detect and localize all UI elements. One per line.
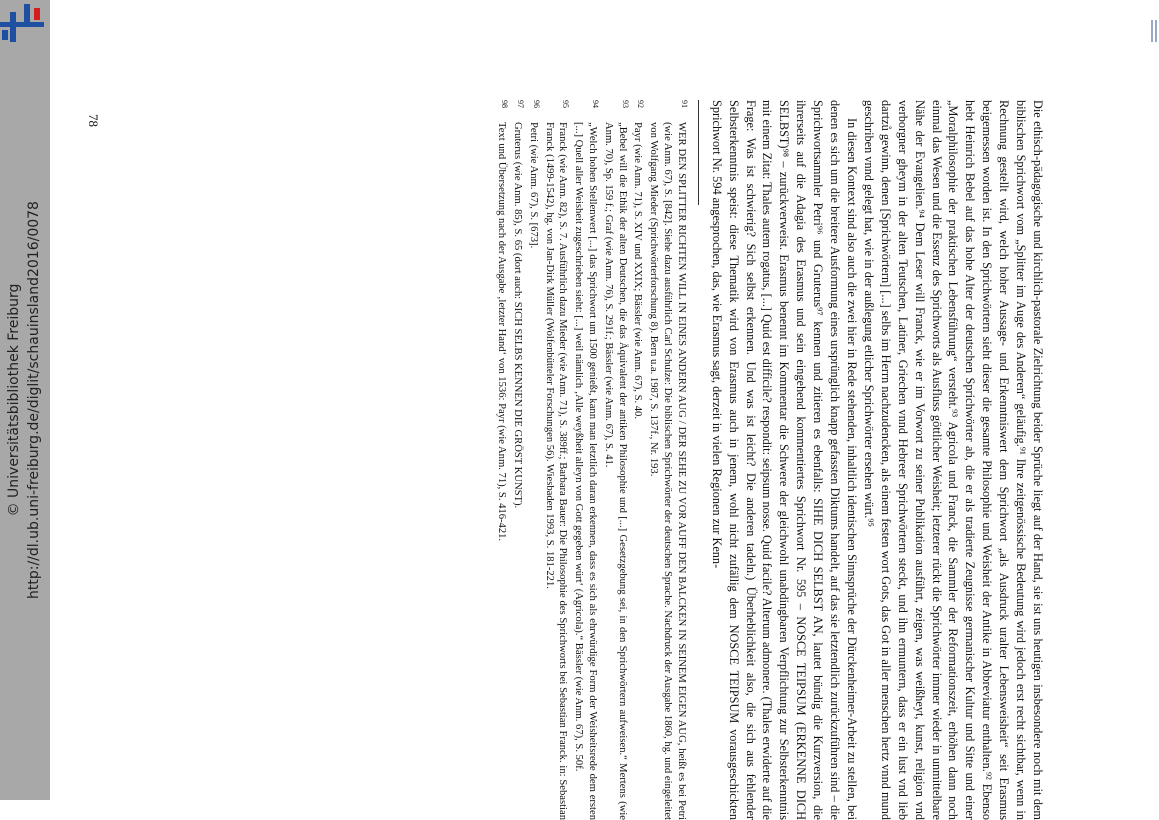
sidebar [0, 0, 50, 800]
page-number: 78 [85, 114, 101, 127]
scanned-page [84, 100, 1046, 820]
footnote [572, 100, 600, 820]
footnote-text: Gruterus (wie Anm. 85), S. 65 (dort auch: SICH SELBS KENNEN DIE GRÖST KUNST). [512, 122, 524, 509]
footnote-number: 98 [500, 100, 510, 108]
footnote-number: 97 [516, 100, 526, 108]
footnote-number: 94 [591, 100, 601, 108]
footnote-number: 91 [679, 100, 689, 108]
footnote-number: 95 [561, 100, 571, 108]
footnote-number: 92 [636, 100, 646, 108]
footnote [495, 100, 509, 820]
footnote [646, 100, 687, 820]
footnote-text: Franck (wie Anm. 82), S. 7. Ausführlich dazu Mieder (wie Anm. 71), S. 389ff.; Barbara Bauer: Die Philosophie des Sprichworts bei Sebastian Franck. in: Sebastian Franck (1499-1542), hg. von Jan-Dirk Müller (Wolfenbütteler Forschungen 56). Wiesbaden 1993, S. 181-221. [543, 122, 569, 820]
footnote-text: Text und Übersetzung nach der Ausgabe ‚letzter Hand‘ von 1536: Payr (wie Anm. 71), S. 416-421. [496, 122, 508, 542]
footnote-text: „Bebel will die Ethik der alten Deutschen, die das Äquivalent der antiken Philosophie und [...] Gesetzgebung sei, in den Sprichwörtern aufweisen.“ Mertens (wie Anm. 70), Sp. 159 f.; Graf (wie Anm. 76), S. 291f.; Bässler (wie Anm. 67), S. 41. [602, 122, 628, 820]
footnote-number: 96 [531, 100, 541, 108]
footnote [631, 100, 645, 820]
footnote [526, 100, 540, 820]
body-paragraph: Die ethisch-pädagogische und kirchlich-pastorale Zielrichtung beider Sprüche liegt auf der Hand, sie ist uns heutigen insbesondere noch mit dem biblischen Sprichwort vom „Splitter im Auge des Anderen“ geläufig.⁹¹ Ihre zeitgenössische Bedeutung wird jedoch erst recht sichtbar, wenn in Rechnung gestellt wird, welch hoher Aussage- und Erkenntniswert dem Sprichwort „als Ausdruck uralter Lebensweisheit“ seit Erasmus beigemessen worden ist. In den Sprichwörtern sieht dieser die gesamte Philosophie und Weisheit der Antike in Abbreviatur enthalten.⁹² Ebenso hebt Heinrich Bebel auf das hohe Alter der deutschen Sprichwörter ab, die er als tradierte Zeugnisse germanischer Kultur und Sitte und einer „Moralphilosophie der praktischen Lebensführung“ versteht.⁹³ Agricola und Franck, die Sammler der Reformationszeit, erhöhen dann noch einmal das Wesen und die Essenz des Sprichworts als Ausfluss göttlicher Weisheit; letzterer rückt die Sprichwörter immer wieder in unmittelbare Nähe der Evangelien.⁹⁴ Dem Leser will Franck, wie er im Vorwort zu seiner Publikation ausführt, zeigen, was weißheyt, kunst, religion vnd verborgner gheym in der alten Teutschen, Latiner, Griechen vnnd Hebreer Sprichwörtern steckt, und ihn ermuntern, dass er ein lust vnd lieb dartzů gewinn, denen [Sprichwörtern] [...] selbs im Herrn nachzudencken, als einem festen wort Gots, das Got in aller menschen hertz vnnd mund geschriben vnnd gelegt hat, wie in der außlegung etlicher Sprichwörter ersehen würt.⁹⁵ [861, 100, 1045, 820]
footnote-number: 93 [620, 100, 630, 108]
document-url[interactable]: http://dl.ub.uni-freiburg.de/diglit/schauinsland2016/0078 [26, 201, 42, 599]
edge-marker-icon [1151, 20, 1157, 42]
body-paragraph: In diesen Kontext sind also auch die zwei hier in Rede stehenden, inhaltlich identischen Sinnsprüche der Dürckenheimer-Arbeit zu stellen, bei denen es sich um die breitere Ausformung eines ursprünglich knapp gefassten Diktums handelt, auf das sie letztendlich zurückzuführen sind – die Sprichwortsammler Petri⁹⁶ und Gruterus⁹⁷ kennen und zitieren es ebenfalls: SIHE DICH SELBST AN, lautet bündig die Kurzversion, die ihrerseits auf die Adagia des Erasmus und sein eingehend kommentiertes Sprichwort Nr. 595 – NOSCE TEIPSUM (ERKENNE DICH SELBST)⁹⁸ – zurückverweist. Erasmus benennt im Kommentar die Schwere der gleichwohl unabdingbaren Verpflichtung zur Selbsterkenntnis mit einem Zitat: Thales autem rogatus, [...] Quid est difficile? respondit: seipsum nosse. Quid facile? Alterum admonere. (Thales erwiderte auf die Frage: Was ist schwierig? Sich selbst erkennen. Und was ist leicht? Die anderen tadeln.) Überheblichkeit also, die sich aus fehlender Selbsterkenntnis speist: diese Thematik wird von Erasmus auch in jenem, wohl nicht zufällig dem NOSCE TEIPSUM vorausgeschickten Sprichwort Nr. 594 angesprochen, das, wie Erasmus sagt, derzeit in vielen Regionen zur Kenn- [709, 100, 860, 820]
footnote [510, 100, 524, 820]
body-text [708, 100, 1046, 820]
footnote-divider [698, 100, 699, 205]
footnotes [495, 100, 688, 820]
footnote-text: Payr (wie Anm. 71), S. XIV und XXIX; Bässler (wie Anm. 67), S. 40. [632, 122, 644, 419]
footnote-text: Petri (wie Anm. 67), S. [673]. [527, 122, 539, 249]
footnote [542, 100, 570, 820]
footnote-text: WER DEN SPLITTER RICHTEN WILL IN EINES ANDERN AUG / DER SEHE ZU VOR AUFF DEN BALCKEN IN SEINEM EIGEN AUG, heißt es bei Petri (wie Anm. 67), S. [842]. Siehe dazu ausführlich Carl Schulze: Die biblischen Sprichwörter der deutschen Sprache. Nachdruck der Ausgabe 1860, hg. und eingeleitet von Wolfgang Mieder (Sprichwörterforschung 8). Bern u.a. 1987, S. 137f., Nr. 193. [648, 122, 687, 820]
copyright-notice: © Universitätsbibliothek Freiburg [6, 283, 22, 517]
footnote [601, 100, 629, 820]
footnote-text: „Welch hohen Stellenwert [...] das Sprichwort um 1500 genießt, kann man letztlich daran erkennen, dass es sich als ehrwürdige Form der Weisheitsrede dem ersten [...] Quell aller Weisheit zugeschrieben sieht: [...] weil nämlich ‚Alle weyßheit alleyn von Gott gegeben würt‘ (Agricola).“ Bässler (wie Anm. 67), S. 50f. [573, 122, 599, 820]
